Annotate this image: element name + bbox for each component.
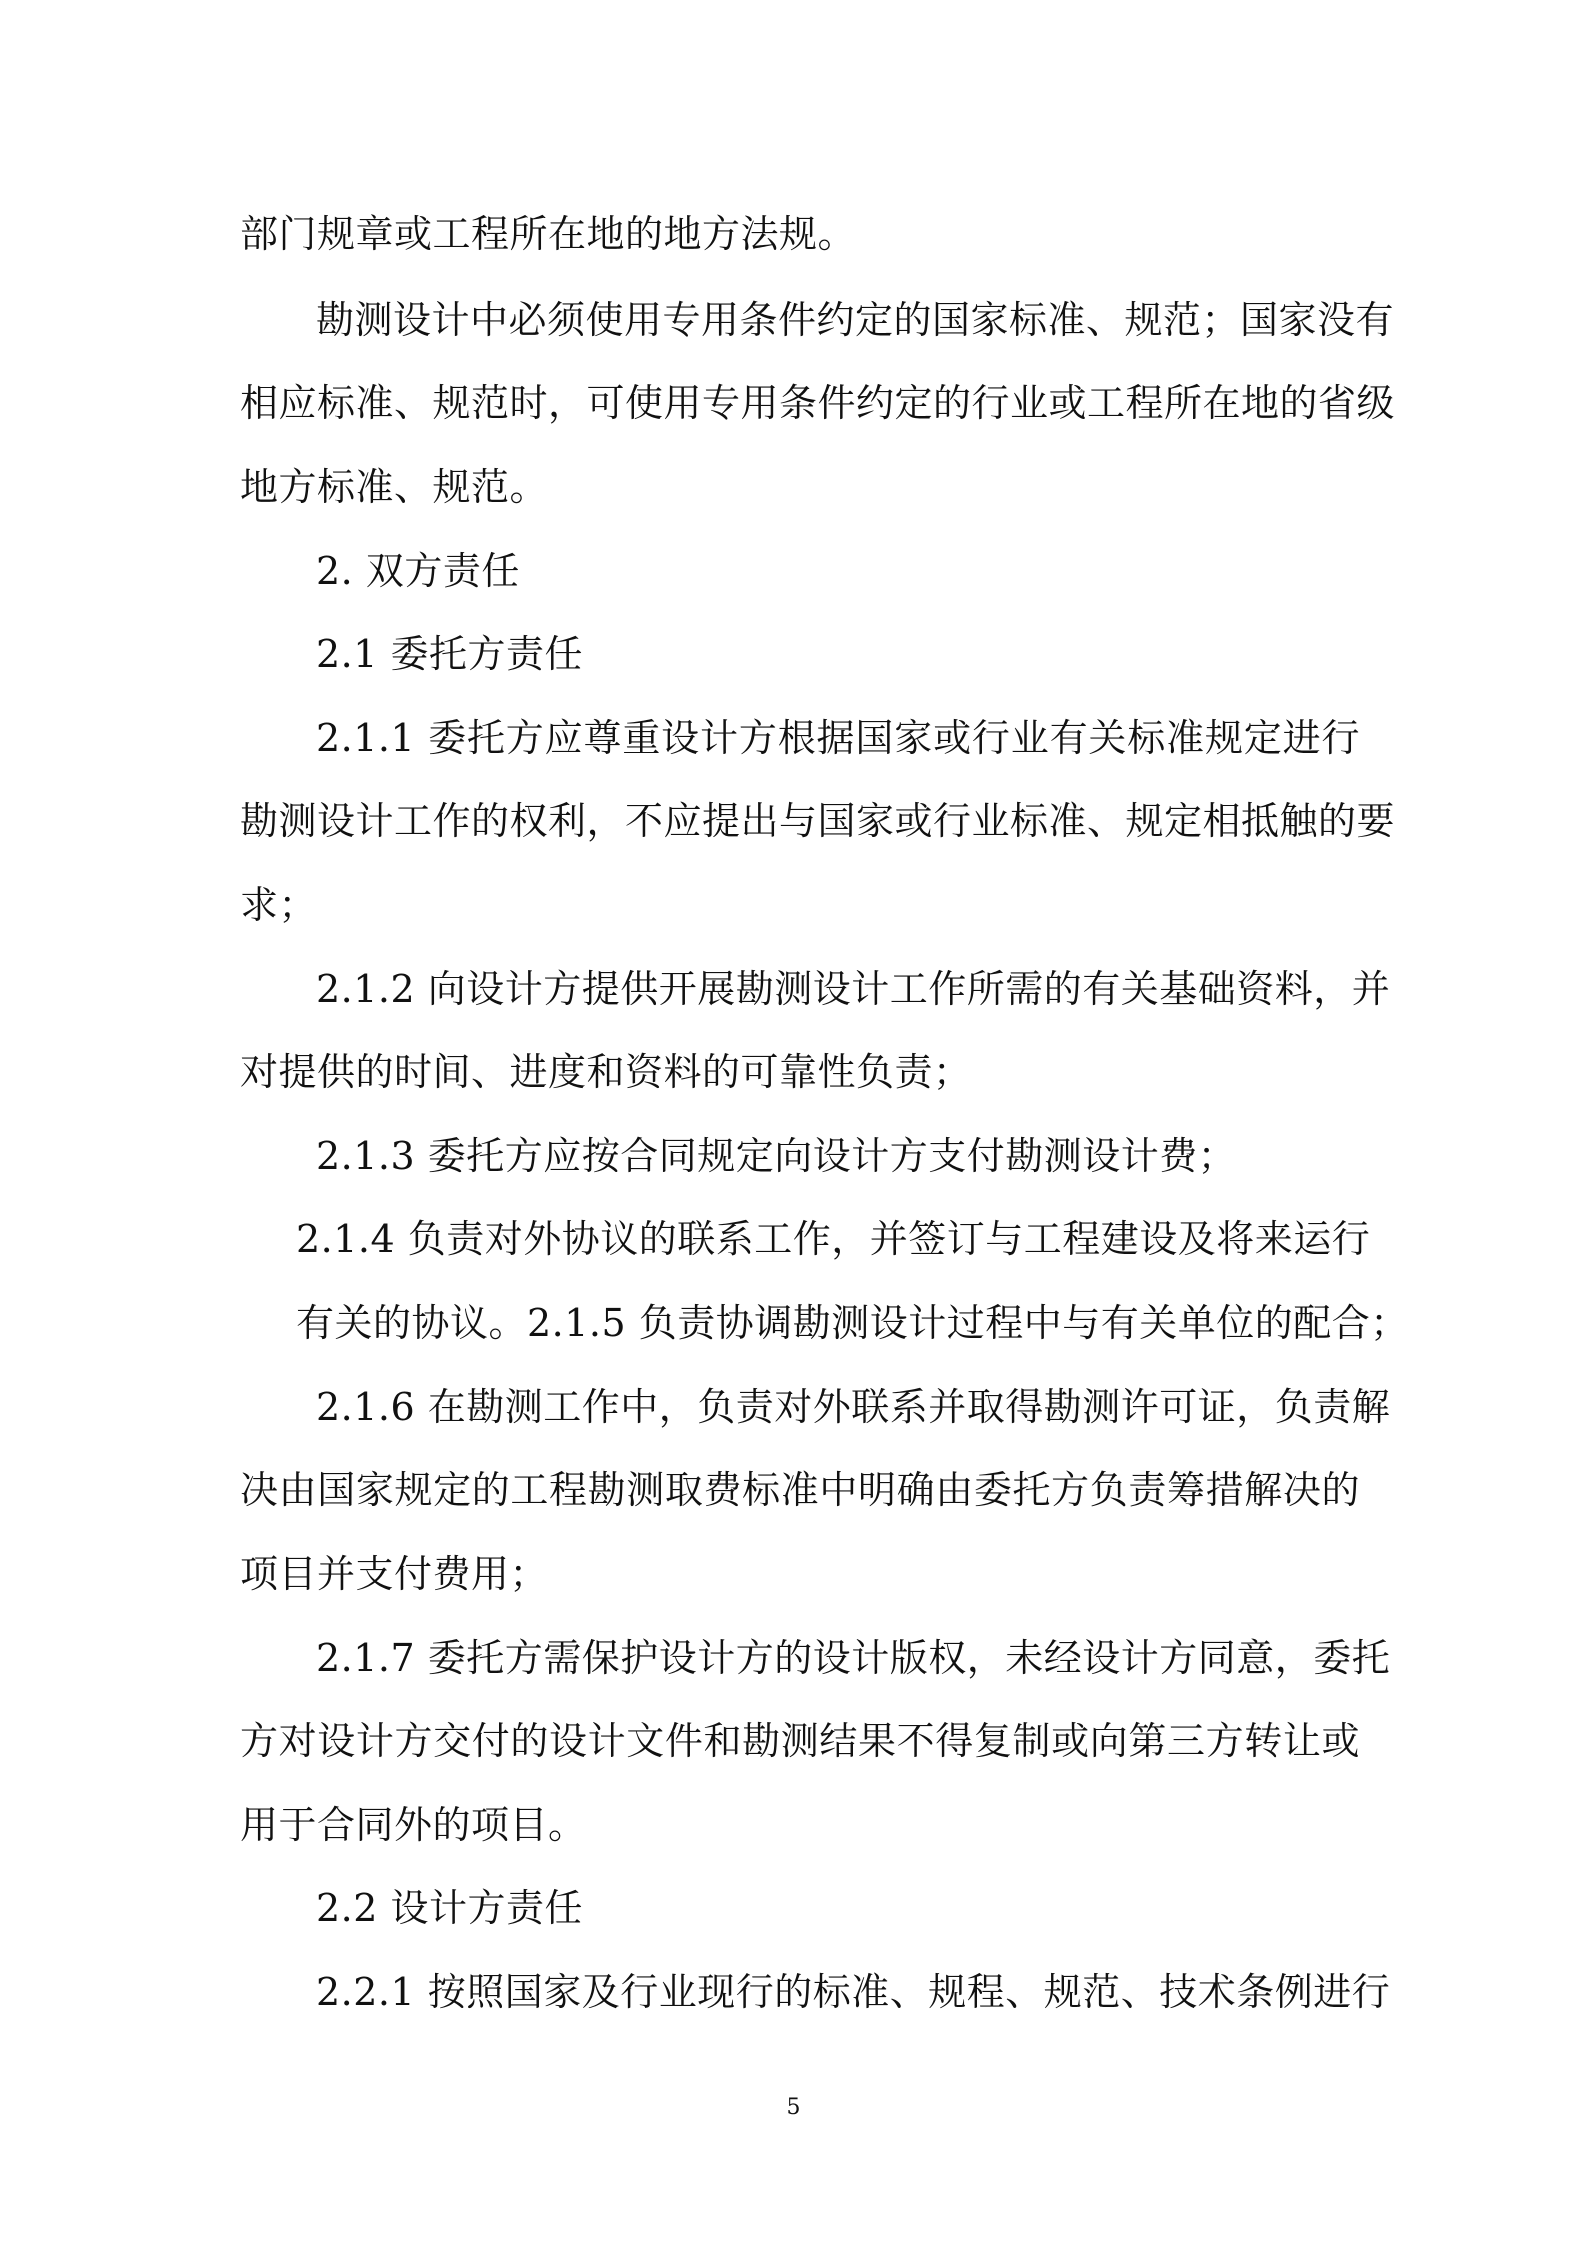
section-heading-2: 2. 双方责任: [316, 549, 520, 593]
text-line-7: 2.1.1 委托方应尊重设计方根据国家或行业有关标准规定进行: [316, 716, 1360, 760]
text-line-10: 2.1.2 向设计方提供开展勘测设计工作所需的有关基础资料，并: [316, 967, 1391, 1011]
text-line-17: 项目并支付费用；: [240, 1552, 549, 1596]
text-line-13: 2.1.4 负责对外协议的联系工作，并签订与工程建设及将来运行: [296, 1217, 1371, 1261]
section-heading-2-1: 2.1 委托方责任: [316, 632, 584, 676]
text-line-3: 相应标准、规范时，可使用专用条件约定的行业或工程所在地的省级: [240, 381, 1396, 425]
text-line-12: 2.1.3 委托方应按合同规定向设计方支付勘测设计费；: [316, 1134, 1237, 1178]
text-line-20: 用于合同外的项目。: [240, 1803, 587, 1847]
text-line-18: 2.1.7 委托方需保护设计方的设计版权，未经设计方同意，委托: [316, 1636, 1391, 1680]
text-line-9: 求；: [240, 883, 318, 927]
section-heading-2-2: 2.2 设计方责任: [316, 1886, 584, 1930]
text-line-15: 2.1.6 在勘测工作中，负责对外联系并取得勘测许可证，负责解: [316, 1385, 1391, 1429]
text-line-4: 地方标准、规范。: [240, 465, 549, 509]
page-number: 5: [786, 2095, 801, 2120]
text-line-1: 部门规章或工程所在地的地方法规。: [240, 212, 857, 256]
text-line-14: 有关的协议。2.1.5 负责协调勘测设计过程中与有关单位的配合；: [296, 1301, 1409, 1345]
text-line-2: 勘测设计中必须使用专用条件约定的国家标准、规范；国家没有: [316, 298, 1395, 342]
text-line-8: 勘测设计工作的权利，不应提出与国家或行业标准、规定相抵触的要: [240, 799, 1396, 843]
text-line-16: 决由国家规定的工程勘测取费标准中明确由委托方负责筹措解决的: [240, 1468, 1360, 1512]
text-line-22: 2.2.1 按照国家及行业现行的标准、规程、规范、技术条例进行: [316, 1970, 1391, 2014]
text-line-19: 方对设计方交付的设计文件和勘测结果不得复制或向第三方转让或: [240, 1719, 1360, 1763]
text-line-11: 对提供的时间、进度和资料的可靠性负责；: [240, 1050, 972, 1094]
